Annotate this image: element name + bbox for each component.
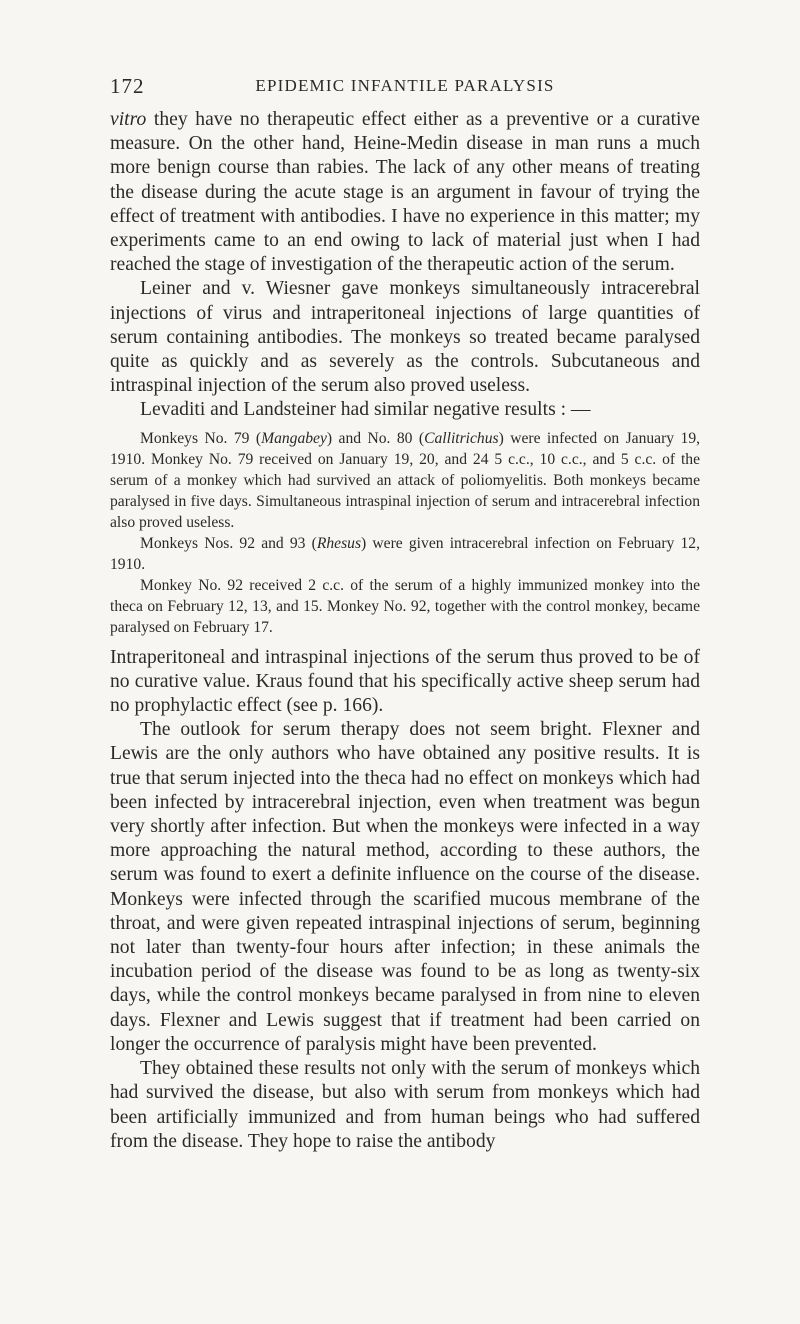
case-notes: [110, 428, 700, 638]
species-callitrichus: Callitrichus: [424, 429, 499, 447]
case-note-2: [110, 533, 700, 575]
case-note-2-a: Monkeys Nos. 92 and 93 (: [140, 534, 317, 552]
page-number: 172: [110, 74, 145, 98]
paragraph-1-lead: vitro: [110, 109, 147, 130]
species-rhesus: Rhesus: [316, 534, 362, 552]
case-note-1-b: ) and No. 80 (: [326, 429, 425, 447]
body-text: [110, 108, 700, 1154]
paragraph-1: [110, 108, 700, 277]
case-note-1-c: ) were infected on January 19, 1910. Monkey No. 79 received on January 19, 20, and 24 5 c.c., 10 c.c., and 5 c.c. of the serum of a monkey which had survived an attack of poliomyelitis. Both monkeys became paralysed in five days. Simultaneous intraspinal injection of serum and intracerebral infection also proved useless.: [110, 429, 701, 531]
paragraph-1-text: they have no therapeutic effect either as a preventive or a curative measure. On the other hand, Heine-Medin disease in man runs a much more benign course than rabies. The lack of any other means of treating the disease during the acute stage is an argument in favour of trying the effect of treatment with antibodies. I have no experience in this matter; my experiments came to an end owing to lack of material just when I had reached the stage of investigation of the therapeutic action of the serum.: [110, 109, 700, 276]
paragraph-2: Leiner and v. Wiesner gave monkeys simultaneously intracerebral injections of virus and intraperitoneal injections of large quantities of serum containing antibodies. The monkeys so treated became paralysed quite as quickly and as severely as the controls. Subcutaneous and intraspinal injection of the serum also proved useless.: [110, 278, 700, 397]
page-header: [110, 74, 700, 98]
case-note-1-a: Monkeys No. 79 (: [140, 429, 262, 447]
case-note-3: Monkey No. 92 received 2 c.c. of the serum of a highly immunized monkey into the theca on February 12, 13, and 15. Monkey No. 92, together with the control monkey, became paralysed on February 17.: [110, 576, 700, 636]
case-note-2-b: ) were given intracerebral infection on February 12, 1910.: [110, 534, 700, 573]
paragraph-5: The outlook for serum therapy does not seem bright. Flexner and Lewis are the only authors who have obtained any positive results. It is true that serum injected into the theca had no effect on monkeys which had been infected by intracerebral injection, even when treatment was begun very shortly after infection. But when the monkeys were infected in a way more approaching the natural method, according to these authors, the serum was found to exert a definite influence on the course of the disease. Monkeys were infected through the scarified mucous membrane of the throat, and were given repeated intraspinal injections of serum, beginning not later than twenty-four hours after infection; in these animals the incubation period of the disease was found to be as long as twenty-six days, while the control monkeys became paralysed in from nine to eleven days. Flexner and Lewis suggest that if treatment had been carried on longer the occurrence of paralysis might have been prevented.: [110, 719, 700, 1055]
paragraph-3: Levaditi and Landsteiner had similar negative results : —: [140, 399, 591, 421]
species-mangabey: Mangabey: [261, 429, 327, 447]
paragraph-6: They obtained these results not only with the serum of monkeys which had survived the disease, but also with serum from monkeys which had been artificially immunized and from human beings who had suffered from the disease. They hope to raise the antibody: [110, 1058, 700, 1152]
paragraph-4: Intraperitoneal and intraspinal injections of the serum thus proved to be of no curative value. Kraus found that his specifically active sheep serum had no prophylactic effect (see p. 166).: [110, 646, 700, 717]
case-note-1: [110, 428, 700, 533]
running-head: EPIDEMIC INFANTILE PARALYSIS: [255, 76, 555, 95]
